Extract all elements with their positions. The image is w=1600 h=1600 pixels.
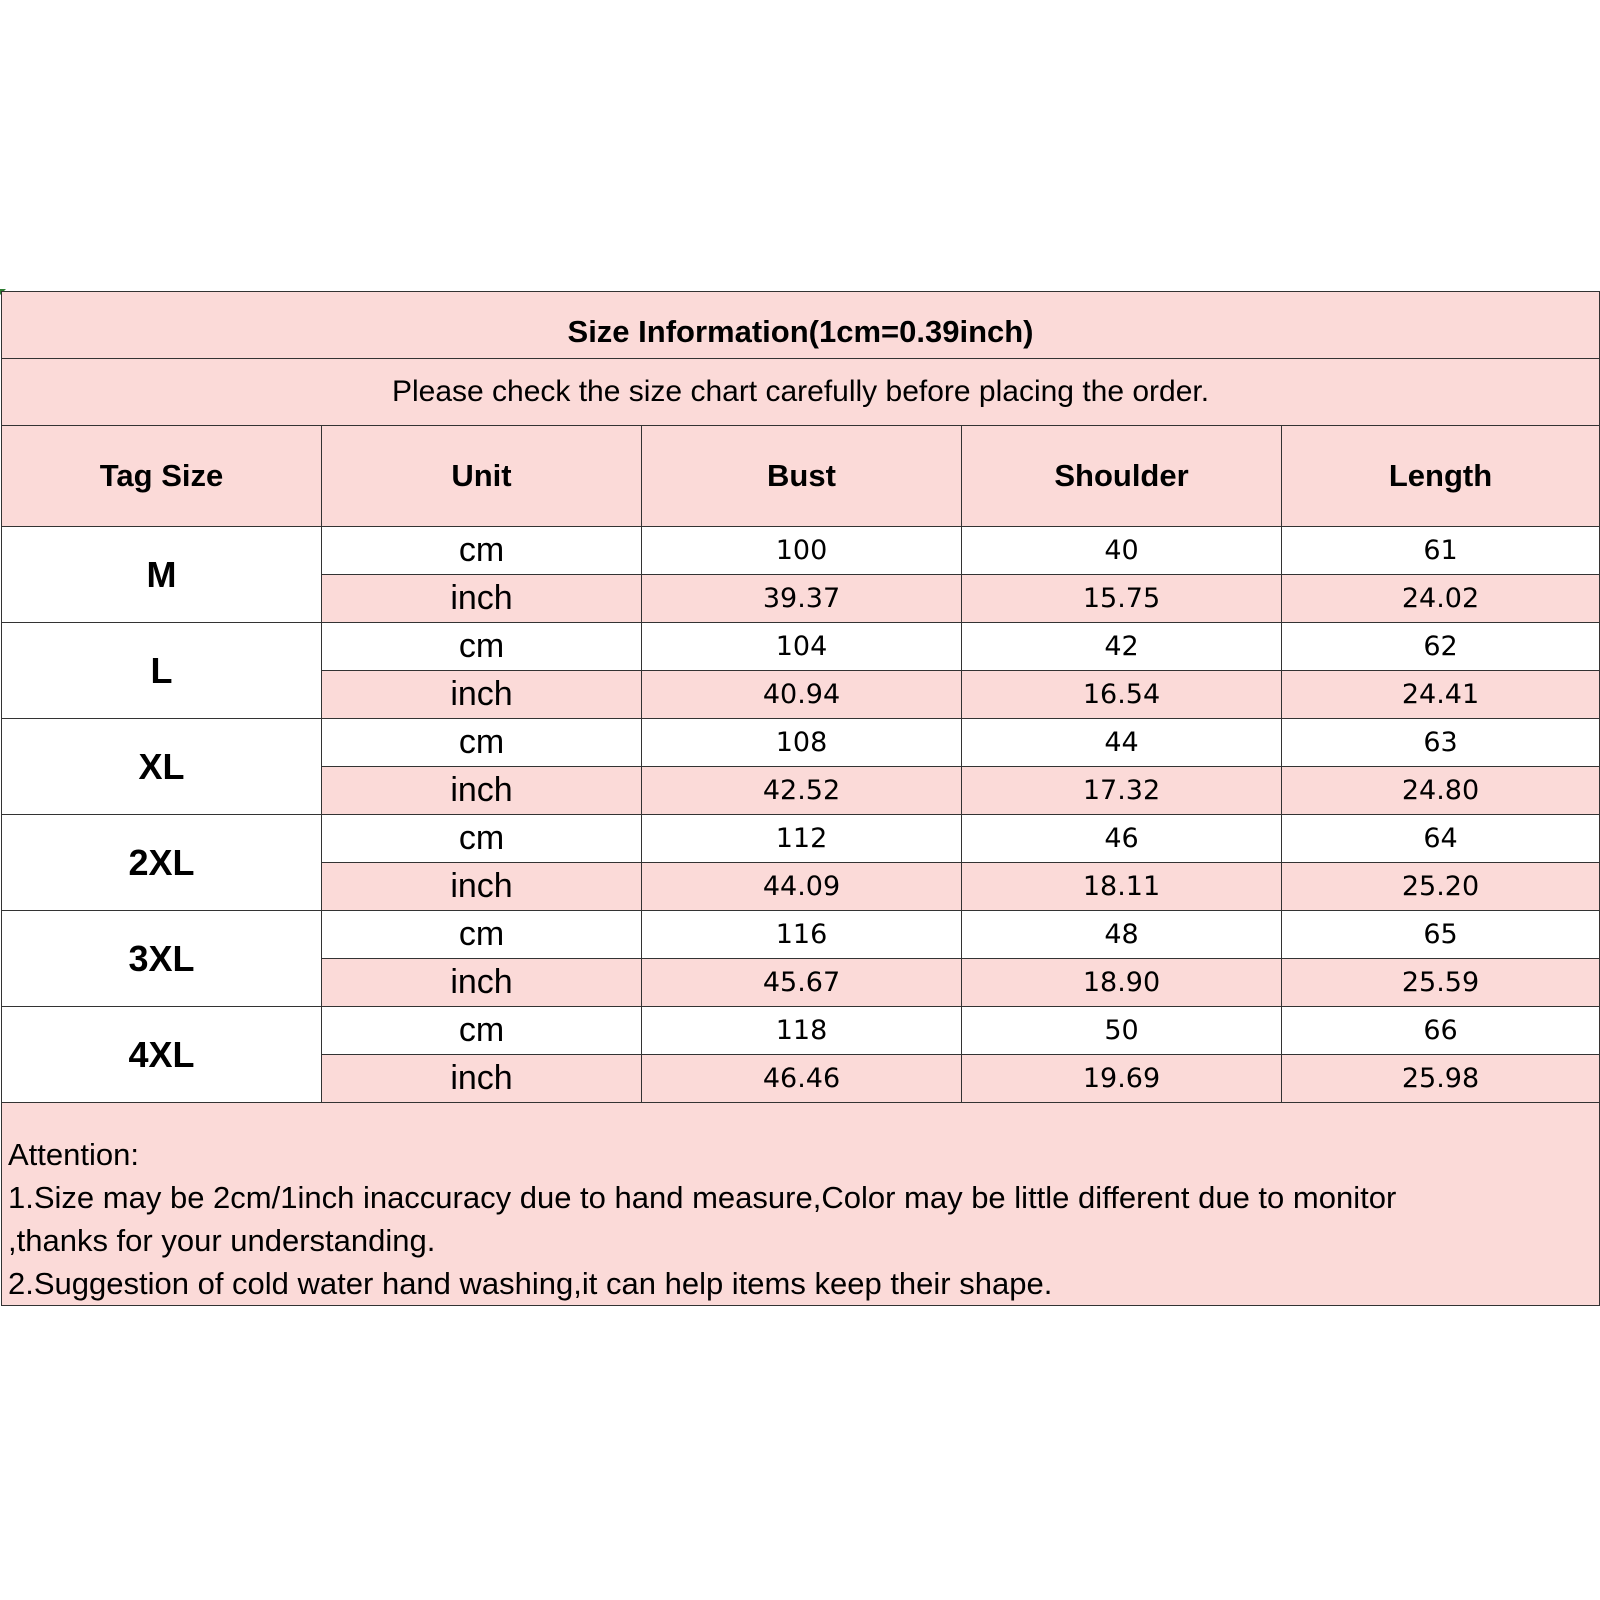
chart-title	[2, 292, 1600, 359]
table-row	[2, 527, 1600, 575]
attention-line: 1.Size may be 2cm/1inch inaccuracy due to hand measure,Color may be little different due to monitor	[8, 1180, 1397, 1215]
header-bust: Bust	[642, 426, 962, 527]
table-row	[2, 1007, 1600, 1055]
shoulder-cell: 18.90	[962, 959, 1282, 1007]
shoulder-cell: 46	[962, 815, 1282, 863]
shoulder-cell: 44	[962, 719, 1282, 767]
tag-size-cell: L	[2, 623, 322, 719]
attention-line: ,thanks for your understanding.	[8, 1223, 436, 1258]
tag-size-cell: M	[2, 527, 322, 623]
length-cell: 25.20	[1282, 863, 1600, 911]
bust-cell: 116	[642, 911, 962, 959]
unit-cell: inch	[322, 959, 642, 1007]
unit-cell: cm	[322, 719, 642, 767]
attention-heading: Attention:	[8, 1137, 139, 1172]
shoulder-cell: 40	[962, 527, 1282, 575]
header-shoulder: Shoulder	[962, 426, 1282, 527]
length-cell: 62	[1282, 623, 1600, 671]
title-row	[2, 292, 1600, 359]
shoulder-cell: 17.32	[962, 767, 1282, 815]
unit-cell: inch	[322, 767, 642, 815]
tag-size-cell: 3XL	[2, 911, 322, 1007]
unit-cell: cm	[322, 527, 642, 575]
length-cell: 64	[1282, 815, 1600, 863]
unit-cell: cm	[322, 911, 642, 959]
header-row	[2, 426, 1600, 527]
attention-row	[2, 1103, 1600, 1306]
bust-cell: 100	[642, 527, 962, 575]
chart-title-text: Size Information(1cm=0.39inch)	[567, 314, 1034, 349]
length-cell: 66	[1282, 1007, 1600, 1055]
bust-cell: 108	[642, 719, 962, 767]
header-length: Length	[1282, 426, 1600, 527]
length-cell: 24.80	[1282, 767, 1600, 815]
length-cell: 25.98	[1282, 1055, 1600, 1103]
bust-cell: 45.67	[642, 959, 962, 1007]
length-cell: 61	[1282, 527, 1600, 575]
shoulder-cell: 18.11	[962, 863, 1282, 911]
unit-cell: cm	[322, 1007, 642, 1055]
attention-note	[2, 1103, 1600, 1306]
length-cell: 65	[1282, 911, 1600, 959]
shoulder-cell: 48	[962, 911, 1282, 959]
tag-size-cell: 4XL	[2, 1007, 322, 1103]
table-row	[2, 815, 1600, 863]
table-row	[2, 623, 1600, 671]
unit-cell: inch	[322, 863, 642, 911]
unit-cell: inch	[322, 1055, 642, 1103]
bust-cell: 40.94	[642, 671, 962, 719]
chart-subtitle: Please check the size chart carefully before placing the order.	[2, 359, 1600, 426]
unit-cell: inch	[322, 575, 642, 623]
length-cell: 24.41	[1282, 671, 1600, 719]
header-tag-size: Tag Size	[2, 426, 322, 527]
shoulder-cell: 15.75	[962, 575, 1282, 623]
unit-cell: cm	[322, 815, 642, 863]
subtitle-row	[2, 359, 1600, 426]
header-unit: Unit	[322, 426, 642, 527]
shoulder-cell: 42	[962, 623, 1282, 671]
bust-cell: 112	[642, 815, 962, 863]
shoulder-cell: 50	[962, 1007, 1282, 1055]
bust-cell: 118	[642, 1007, 962, 1055]
tag-size-cell: XL	[2, 719, 322, 815]
bust-cell: 46.46	[642, 1055, 962, 1103]
length-cell: 63	[1282, 719, 1600, 767]
bust-cell: 39.37	[642, 575, 962, 623]
bust-cell: 104	[642, 623, 962, 671]
bust-cell: 42.52	[642, 767, 962, 815]
unit-cell: cm	[322, 623, 642, 671]
tag-size-cell: 2XL	[2, 815, 322, 911]
shoulder-cell: 16.54	[962, 671, 1282, 719]
shoulder-cell: 19.69	[962, 1055, 1282, 1103]
size-chart-table	[1, 291, 1600, 1306]
attention-line: 2.Suggestion of cold water hand washing,it can help items keep their shape.	[8, 1266, 1053, 1301]
table-row	[2, 719, 1600, 767]
unit-cell: inch	[322, 671, 642, 719]
length-cell: 25.59	[1282, 959, 1600, 1007]
bust-cell: 44.09	[642, 863, 962, 911]
length-cell: 24.02	[1282, 575, 1600, 623]
table-row	[2, 911, 1600, 959]
